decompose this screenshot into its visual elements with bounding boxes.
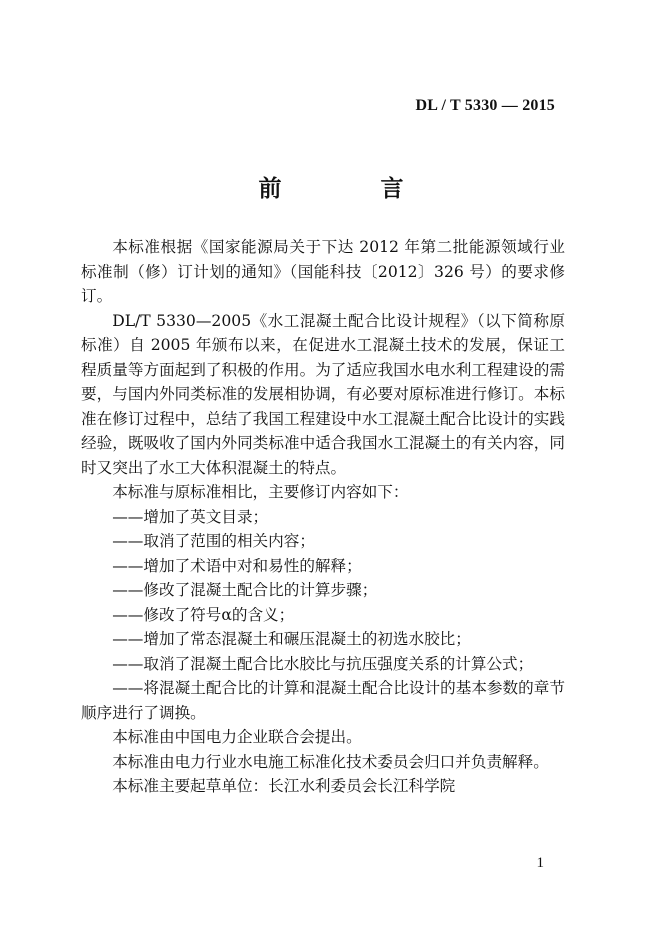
page-number: 1 — [536, 855, 544, 871]
list-item: ——增加了术语中对和易性的解释； — [112, 556, 362, 575]
standard-code: DL / T 5330 — 2015 — [415, 97, 555, 114]
list-item: ——将混凝土配合比的计算和混凝土配合比设计的基本参数的章节顺序进行了调换。 — [81, 679, 565, 722]
paragraph: 本标准主要起草单位：长江水利委员会长江科学院 — [112, 777, 456, 795]
paragraph: 本标准与原标准相比，主要修订内容如下： — [112, 483, 409, 501]
paragraph: 本标准根据《国家能源局关于下达 2012 年第二批能源领域行业标准制（修）订计划的通知》（国能科技〔2012〕326 号）的要求修订。 — [81, 238, 565, 305]
page-title: 前 言 — [258, 175, 442, 202]
list-item: ——增加了英文目录； — [112, 507, 269, 526]
body-text — [81, 235, 565, 799]
paragraph: DL/T 5330—2005《水工混凝土配合比设计规程》（以下简称原标准）自 2005 年颁布以来，在促进水工混凝土技术的发展，保证工程质量等方面起到了积极的作用。为了适应我国水电水利工程建设的需要，与国内外同类标准的发展相协调，有必要对原标准进行修订。本标准在修订过程中，总结了我国工程建设中水工混凝土配合比设计的实践经验，既吸收了国内外同类标准中适合我国水工混凝土的有关内容，同时又突出了水工大体积混凝土的特点。 — [81, 311, 565, 477]
paragraph: 本标准由电力行业水电施工标准化技术委员会归口并负责解释。 — [112, 752, 549, 771]
list-item: ——取消了范围的相关内容； — [112, 532, 315, 550]
list-item: ——增加了常态混凝土和碾压混凝土的初选水胶比； — [112, 630, 471, 648]
list-item: ——取消了混凝土配合比水胶比与抗压强度关系的计算公式； — [112, 654, 534, 673]
paragraph: 本标准由中国电力企业联合会提出。 — [112, 728, 362, 746]
list-item: ——修改了符号α的含义； — [112, 605, 295, 624]
list-item: ——修改了混凝土配合比的计算步骤； — [112, 581, 378, 599]
